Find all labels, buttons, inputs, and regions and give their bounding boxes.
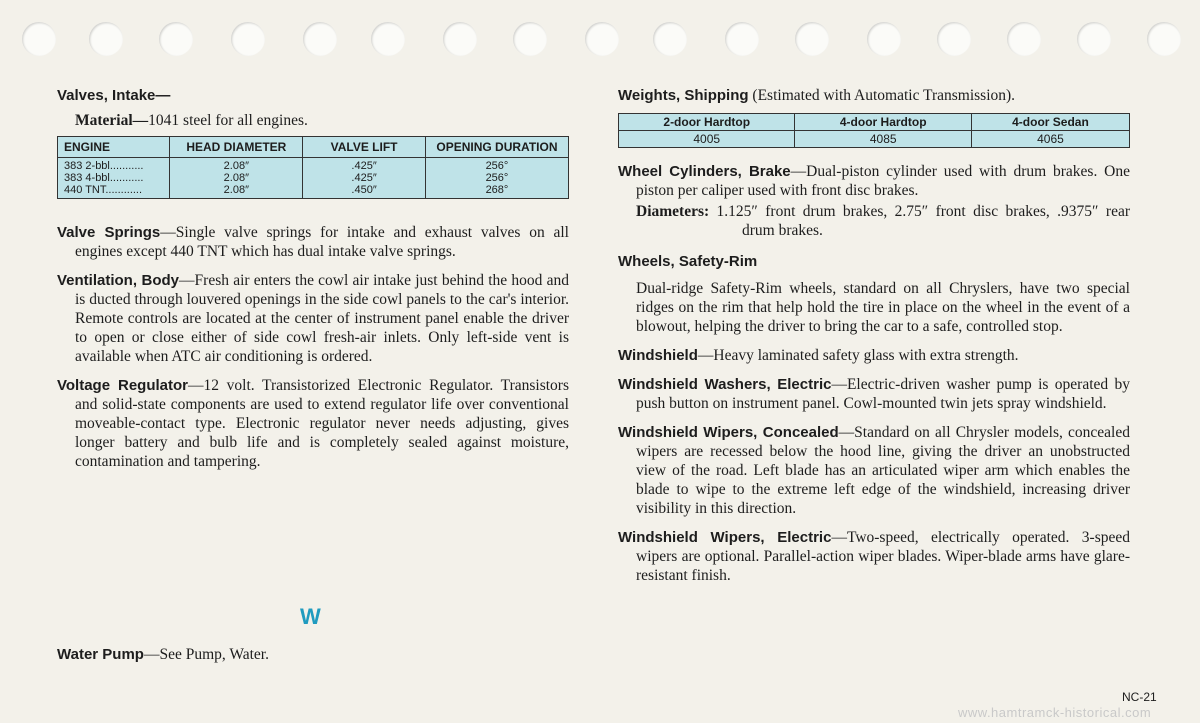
column-header-4-door-hardtop: 4-door Hardtop	[795, 114, 971, 131]
ventilation-body-text: —Fresh air enters the cowl air intake just behind the hood and is ducted through louvered openings in the side cowl panels to the car's interior. Remote controls are located at the center of instrument panel enable the driver to open or close either of side cowl fresh-air inlets. Only left-side vent is available when ATC air conditioning is ordered.	[75, 272, 569, 365]
valve-lift-value: .425″	[351, 172, 377, 184]
binder-hole	[653, 22, 687, 56]
engine-value: 440 TNT............	[64, 184, 143, 196]
binder-hole	[371, 22, 405, 56]
valve-lift-value: .425″	[351, 160, 377, 172]
binder-hole	[725, 22, 759, 56]
material-text: 1041 steel for all engines.	[148, 112, 308, 129]
voltage-regulator-heading: Voltage Regulator	[57, 377, 189, 394]
voltage-regulator-text: —12 volt. Transistorized Electronic Regulator. Transistors and solid-state components are used to extend regulator life over conventional moveable-contact type. Electronic regulator never needs adjusting, gives longer battery and bulb life and is completely sealed against moisture, contamination and tampering.	[75, 377, 569, 470]
ventilation-body-entry	[57, 271, 569, 366]
valve-lift-cell	[303, 158, 426, 199]
watermark: www.hamtramck-historical.com	[958, 705, 1152, 720]
head-diameter-cell	[170, 158, 303, 199]
head-diameter-value: 2.08″	[223, 160, 249, 172]
shipping-weights-table	[618, 113, 1130, 148]
section-letter: W	[300, 604, 321, 629]
binder-hole	[1147, 22, 1181, 56]
binder-hole	[89, 22, 123, 56]
water-pump-entry	[57, 645, 569, 664]
wipers-electric-text: —Two-speed, electrically operated. 3-speed wipers are optional. Parallel-action wiper blades. Wiper-blade arms have glare-resistant finish.	[636, 529, 1130, 584]
diameters-label: Diameters:	[636, 203, 710, 220]
wheels-safety-rim-heading: Wheels, Safety-Rim	[618, 253, 758, 270]
water-pump-text: —See Pump, Water.	[143, 646, 269, 663]
wipers-electric-heading: Windshield Wipers, Electric	[618, 529, 832, 546]
weight-value: 4085	[795, 131, 971, 148]
binder-hole	[303, 22, 337, 56]
binder-hole	[159, 22, 193, 56]
weights-shipping-entry	[618, 86, 1130, 105]
valve-springs-heading: Valve Springs	[57, 224, 161, 241]
opening-duration-cell	[425, 158, 568, 199]
weight-value: 4065	[971, 131, 1129, 148]
wheel-cylinders-heading: Wheel Cylinders, Brake	[618, 163, 791, 180]
valve-lift-value: .450″	[351, 184, 377, 196]
binder-hole	[513, 22, 547, 56]
engine-value: 383 2-bbl...........	[64, 160, 144, 172]
weights-shipping-note: (Estimated with Automatic Transmission).	[748, 87, 1016, 104]
wipers-concealed-heading: Windshield Wipers, Concealed	[618, 424, 839, 441]
binder-holes	[0, 0, 1200, 60]
wheel-cylinders-text: —Dual-piston cylinder used with drum brakes. One piston per caliper used with front disc brakes.	[636, 163, 1130, 199]
opening-duration-value: 268°	[485, 184, 509, 196]
binder-hole	[585, 22, 619, 56]
windshield-washers-text: —Electric-driven washer pump is operated by push button on instrument panel. Cowl-mounted twin jets spray windshield.	[636, 376, 1130, 412]
head-diameter-value: 2.08″	[223, 184, 249, 196]
weights-shipping-heading: Weights, Shipping	[618, 87, 749, 104]
engine-value: 383 4-bbl...........	[64, 172, 144, 184]
table-row	[619, 131, 1130, 148]
column-header-2-door-hardtop: 2-door Hardtop	[619, 114, 795, 131]
binder-hole	[1007, 22, 1041, 56]
head-diameter-value: 2.08″	[223, 172, 249, 184]
table-header-row	[619, 114, 1130, 131]
table-header-row	[58, 137, 569, 158]
windshield-washers-heading: Windshield Washers, Electric	[618, 376, 832, 393]
binder-hole	[795, 22, 829, 56]
valves-intake-material	[57, 111, 569, 130]
binder-hole	[231, 22, 265, 56]
binder-hole	[443, 22, 477, 56]
wheel-cylinders-diameters	[618, 202, 1130, 240]
wheels-safety-rim-text: Dual-ridge Safety-Rim wheels, standard on all Chryslers, have two special ridges on the rim that help hold the tire in place on the wheel in the event of a blowout, helping the driver to bring the car to a safe, controlled stop.	[636, 280, 1130, 335]
water-pump-heading: Water Pump	[57, 646, 144, 663]
windshield-heading: Windshield	[618, 347, 698, 364]
valve-spec-table	[57, 136, 569, 199]
voltage-regulator-entry	[57, 376, 569, 471]
wipers-electric-entry	[618, 528, 1130, 585]
valves-intake-heading	[57, 86, 569, 105]
opening-duration-value: 256°	[485, 160, 509, 172]
column-header-opening-duration: OPENING DURATION	[425, 137, 568, 158]
binder-hole	[1077, 22, 1111, 56]
column-header-engine: ENGINE	[58, 137, 170, 158]
column-header-4-door-sedan: 4-door Sedan	[971, 114, 1129, 131]
wipers-concealed-text: —Standard on all Chrysler models, concealed wipers are recessed below the hood line, giving the driver an unobstructed view of the road. Left blade has an articulated wiper arm which enables the blade to wipe to the extreme left edge of the windshield, increasing driver visibility in this direction.	[636, 424, 1130, 517]
left-column	[57, 86, 569, 481]
valve-springs-text: —Single valve springs for intake and exhaust valves on all engines except 440 TNT which has dual intake valve springs.	[75, 224, 569, 260]
water-pump-block	[57, 645, 569, 674]
binder-hole	[937, 22, 971, 56]
windshield-text: —Heavy laminated safety glass with extra strength.	[697, 347, 1019, 364]
binder-hole	[867, 22, 901, 56]
page-number: NC-21	[1122, 690, 1157, 704]
wheel-cylinders-entry	[618, 162, 1130, 200]
wheels-safety-rim-heading-line	[618, 252, 1130, 271]
right-column	[618, 86, 1130, 595]
column-header-valve-lift: VALVE LIFT	[303, 137, 426, 158]
valves-intake-title: Valves, Intake—	[57, 87, 171, 104]
diameters-text: 1.125″ front drum brakes, 2.75″ front disc brakes, .9375″ rear drum brakes.	[709, 203, 1130, 239]
engine-cell	[58, 158, 170, 199]
column-header-head-diameter: HEAD DIAMETER	[170, 137, 303, 158]
windshield-washers-entry	[618, 375, 1130, 413]
valve-springs-entry	[57, 223, 569, 261]
ventilation-body-heading: Ventilation, Body	[57, 272, 180, 289]
weight-value: 4005	[619, 131, 795, 148]
binder-hole	[22, 22, 56, 56]
opening-duration-value: 256°	[485, 172, 509, 184]
windshield-entry	[618, 346, 1130, 365]
wipers-concealed-entry	[618, 423, 1130, 518]
material-label: Material—	[75, 112, 149, 129]
table-row	[58, 158, 569, 199]
